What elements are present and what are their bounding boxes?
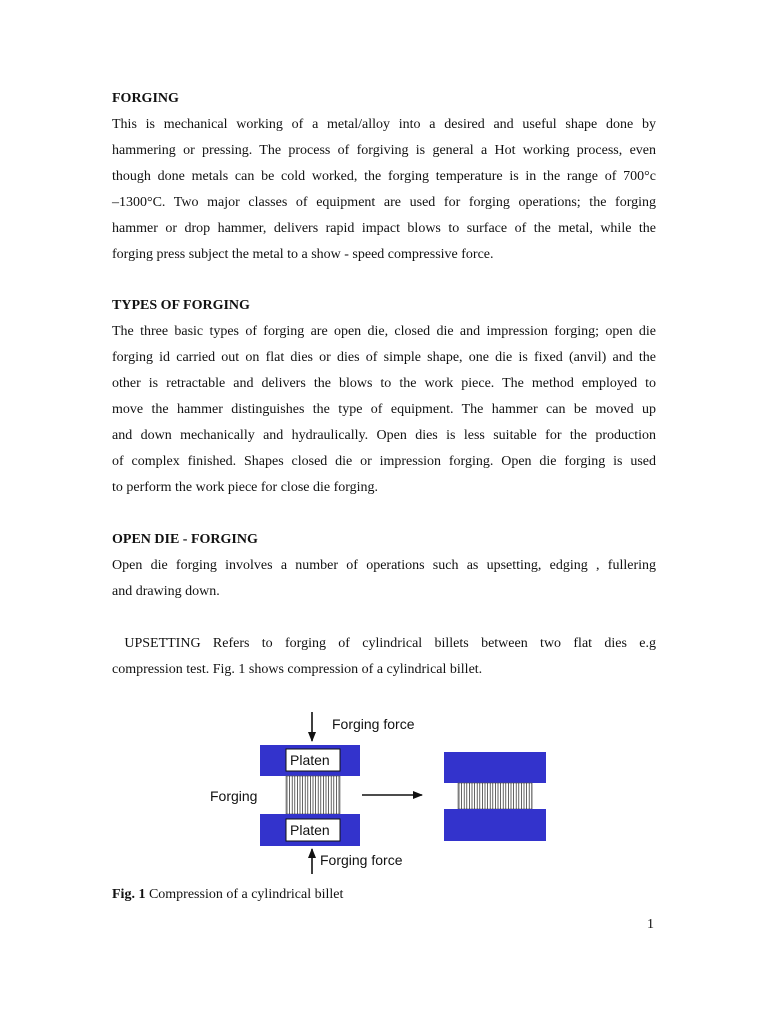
text-line: hammer or drop hammer, delivers rapid impact blows to surface of the metal, while the — [112, 221, 656, 236]
text-line: though done metals can be cold worked, the forging temperature is in the range of 700°c — [112, 169, 656, 184]
text-line: forging press subject the metal to a show - speed compressive force. — [112, 247, 494, 262]
paragraph-open-die-forging — [112, 553, 656, 605]
text-line: This is mechanical working of a metal/alloy into a desired and useful shape done by — [112, 117, 656, 132]
text-line: other is retractable and delivers the blows to the work piece. The method employed to — [112, 376, 656, 391]
text-line: and down mechanically and hydraulically. Open dies is less suitable for the production — [112, 428, 656, 443]
label-platen-bottom: Platen — [290, 822, 330, 838]
caption-text: Compression of a cylindrical billet — [145, 887, 344, 902]
paragraph-forging — [112, 112, 656, 268]
text-line: and drawing down. — [112, 584, 220, 599]
billet-left — [286, 776, 340, 814]
heading-forging: FORGING — [112, 91, 179, 106]
label-forging-force-top: Forging force — [332, 716, 415, 732]
text-line: –1300°C. Two major classes of equipment are used for forging operations; the forging — [112, 195, 656, 210]
billet-right — [458, 783, 532, 809]
text-line: of complex finished. Shapes closed die or impression forging. Open die forging is used — [112, 454, 656, 469]
paragraph-types-of-forging — [112, 319, 656, 501]
text-line: compression test. Fig. 1 shows compression of a cylindrical billet. — [112, 662, 483, 677]
platen-top-compressed — [444, 752, 546, 783]
text-line: UPSETTING Refers to forging of cylindrical billets between two flat dies e.g — [112, 636, 656, 651]
text-line: forging id carried out on flat dies or dies of simple shape, one die is fixed (anvil) and the — [112, 350, 656, 365]
text-line: hammering or pressing. The process of forgiving is general a Hot working process, even — [112, 143, 656, 158]
page-number: 1 — [647, 917, 654, 932]
paragraph-upsetting — [112, 631, 656, 683]
text-line: to perform the work piece for close die forging. — [112, 480, 379, 495]
label-forging-side: Forging — [210, 788, 258, 804]
label-forging-force-bottom: Forging force — [320, 852, 403, 868]
platen-bottom-compressed — [444, 809, 546, 841]
text-line: The three basic types of forging are open die, closed die and impression forging; open die — [112, 324, 656, 339]
heading-open-die-forging: OPEN DIE - FORGING — [112, 532, 258, 547]
text-line: move the hammer distinguishes the type of equipment. The hammer can be moved up — [112, 402, 656, 417]
figure-caption — [112, 886, 343, 904]
heading-types-of-forging: TYPES OF FORGING — [112, 298, 250, 313]
caption-label: Fig. 1 — [112, 887, 146, 902]
text-line: Open die forging involves a number of operations such as upsetting, edging , fullering — [112, 558, 656, 573]
label-platen-top: Platen — [290, 752, 330, 768]
figure-compression-billet — [200, 708, 560, 876]
